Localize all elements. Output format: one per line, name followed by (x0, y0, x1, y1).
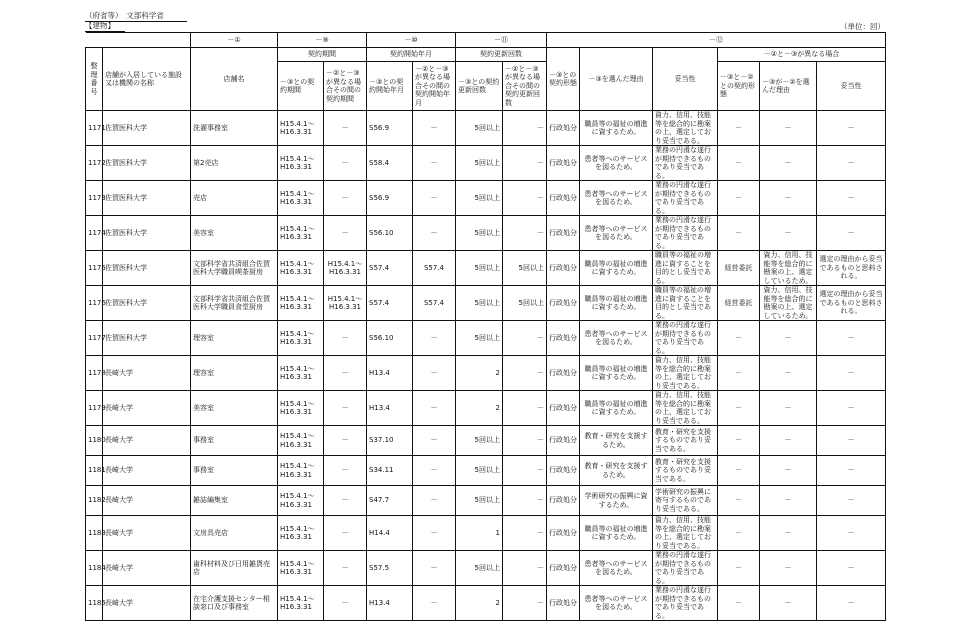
col-store: 店舗名 (191, 48, 278, 111)
cell-period2: － (324, 321, 367, 356)
cell-valid2: － (817, 321, 886, 356)
cell-form2: － (718, 391, 760, 426)
cell-period2: － (324, 356, 367, 391)
cell-form: 行政処分 (547, 146, 580, 181)
cell-start2: － (413, 321, 456, 356)
cell-period2: － (324, 111, 367, 146)
cell-no: 1174 (86, 216, 103, 251)
col-tenant: 店舗が入居している施設又は機関の名称 (103, 48, 191, 111)
col-valid2: 妥当性 (817, 62, 886, 111)
cell-renew2: － (503, 356, 547, 391)
col-no: 整理番号 (86, 48, 103, 111)
cell-reason2: － (760, 486, 817, 516)
col-reason2: －③が－②を選んだ理由 (760, 62, 817, 111)
cell-start3: S56.9 (367, 181, 413, 216)
cell-form: 行政処分 (547, 251, 580, 286)
cell-renew2: － (503, 486, 547, 516)
cell-form2: － (718, 486, 760, 516)
cell-tenant: 長崎大学 (103, 391, 191, 426)
cell-valid: 業務の円滑な遂行が期待できるものであり妥当である。 (653, 216, 718, 251)
cell-store: 文部科学省共済組合佐賀医科大学職員喫茶厨房 (191, 251, 278, 286)
header-row-1 (86, 33, 886, 48)
cell-period3: H15.4.1～ H16.3.31 (278, 426, 324, 456)
cell-store: 美容室 (191, 391, 278, 426)
cell-valid: 資力、信用、技能等を総合的に勘案の上、選定しており妥当である。 (653, 111, 718, 146)
cell-reason2: － (760, 181, 817, 216)
cell-renew3: 2 (456, 586, 503, 621)
cell-period3: H15.4.1～ H16.3.31 (278, 146, 324, 181)
cell-start3: H13.4 (367, 391, 413, 426)
cell-period2: H15.4.1～ H16.3.31 (324, 286, 367, 321)
cell-start3: H14.4 (367, 516, 413, 551)
cell-start2: S57.4 (413, 286, 456, 321)
cell-reason: 職員等の福祉の増進に資するため。 (580, 111, 653, 146)
cell-tenant: 長崎大学 (103, 356, 191, 391)
cell-reason2: － (760, 391, 817, 426)
cell-reason2: － (760, 356, 817, 391)
cell-form2: － (718, 456, 760, 486)
cell-reason2: 資力、信用、技能等を総合的に勘案の上、選定しているため。 (760, 251, 817, 286)
cell-start2: S57.4 (413, 251, 456, 286)
cell-renew3: 5回以上 (456, 111, 503, 146)
cell-renew2: － (503, 216, 547, 251)
cell-valid: 学術研究の振興に寄与するものであり妥当である。 (653, 486, 718, 516)
cell-renew2: － (503, 111, 547, 146)
table-row (86, 216, 886, 251)
cell-start3: S57.4 (367, 251, 413, 286)
cell-form: 行政処分 (547, 181, 580, 216)
cell-form: 行政処分 (547, 321, 580, 356)
col-sub12b: －②と－③が異なる場合 (718, 48, 886, 62)
cell-valid: 業務の円滑な遂行が期待できるものであり妥当である。 (653, 586, 718, 621)
cell-form2: － (718, 586, 760, 621)
cell-renew2: － (503, 456, 547, 486)
cell-reason2: － (760, 321, 817, 356)
cell-period3: H15.4.1～ H16.3.31 (278, 586, 324, 621)
cell-start3: S57.5 (367, 551, 413, 586)
cell-start3: S56.10 (367, 216, 413, 251)
table-row (86, 486, 886, 516)
cell-no: 1184 (86, 551, 103, 586)
table-row (86, 391, 886, 426)
cell-form2: 経営委託 (718, 286, 760, 321)
cell-valid: 職員等の福祉の増進に資することを目的とし妥当である。 (653, 286, 718, 321)
cell-tenant: 佐賀医科大学 (103, 321, 191, 356)
cell-valid: 資力、信用、技能等を総合的に勘案の上、選定しており妥当である。 (653, 391, 718, 426)
col-sec10: －⑩ (367, 33, 456, 48)
cell-period2: － (324, 516, 367, 551)
cell-reason2: － (760, 146, 817, 181)
col-sub10: 契約開始年月 (367, 48, 456, 62)
cell-renew3: 1 (456, 516, 503, 551)
cell-valid2: － (817, 426, 886, 456)
table-row (86, 321, 886, 356)
cell-renew3: 5回以上 (456, 251, 503, 286)
cell-period2: － (324, 181, 367, 216)
table-row (86, 286, 886, 321)
cell-no: 1180 (86, 426, 103, 456)
cell-valid: 職員等の福祉の増進に資することを目的とし妥当である。 (653, 251, 718, 286)
cell-store: 文房具売店 (191, 516, 278, 551)
col-period2: －②と－③が異なる場合その間の契約期間 (324, 62, 367, 111)
cell-form2: － (718, 146, 760, 181)
cell-valid: 業務の円滑な遂行が期待できるものであり妥当である。 (653, 181, 718, 216)
cell-valid2: 選定の理由から妥当であるものと思料される。 (817, 286, 886, 321)
cell-valid2: － (817, 181, 886, 216)
cell-renew3: 5回以上 (456, 146, 503, 181)
cell-valid2: － (817, 146, 886, 181)
cell-renew2: － (503, 516, 547, 551)
cell-renew3: 5回以上 (456, 486, 503, 516)
cell-no: 1175 (86, 251, 103, 286)
cell-start2: － (413, 456, 456, 486)
cell-valid: 資力、信用、技能等を総合的に勘案の上、選定しており妥当である。 (653, 516, 718, 551)
cell-valid2: － (817, 486, 886, 516)
cell-valid2: － (817, 456, 886, 486)
col-start2: －②と－③が異なる場合その間の契約開始年月 (413, 62, 456, 111)
cell-tenant: 佐賀医科大学 (103, 111, 191, 146)
col-sec12: －⑫ (547, 33, 886, 48)
table-row (86, 111, 886, 146)
cell-start2: － (413, 586, 456, 621)
cell-renew2: 5回以上 (503, 251, 547, 286)
cell-valid2: － (817, 391, 886, 426)
cell-valid2: － (817, 551, 886, 586)
cell-reason: 職員等の福祉の増進に資するため。 (580, 251, 653, 286)
cell-start3: S58.4 (367, 146, 413, 181)
cell-renew2: － (503, 321, 547, 356)
cell-store: 歯科材料及び日用雑貨売店 (191, 551, 278, 586)
unit-label: （単位：回） (840, 22, 885, 31)
cell-start2: － (413, 426, 456, 456)
table-row (86, 181, 886, 216)
cell-period2: － (324, 216, 367, 251)
table-row (86, 586, 886, 621)
cell-no: 1172 (86, 146, 103, 181)
cell-renew2: － (503, 426, 547, 456)
cell-renew3: 5回以上 (456, 551, 503, 586)
table-row (86, 146, 886, 181)
cell-form: 行政処分 (547, 286, 580, 321)
cell-start2: － (413, 486, 456, 516)
cell-period3: H15.4.1～ H16.3.31 (278, 286, 324, 321)
cell-no: 1178 (86, 356, 103, 391)
cell-renew3: 5回以上 (456, 321, 503, 356)
col-sub9: 契約期間 (278, 48, 367, 62)
cell-start3: S56.9 (367, 111, 413, 146)
cell-form: 行政処分 (547, 356, 580, 391)
cell-no: 1182 (86, 486, 103, 516)
cell-reason: 患者等へのサービスを図るため。 (580, 551, 653, 586)
cell-valid: 教育・研究を支援するものであり妥当である。 (653, 426, 718, 456)
cell-start2: － (413, 356, 456, 391)
cell-renew2: － (503, 181, 547, 216)
cell-period2: － (324, 486, 367, 516)
cell-period3: H15.4.1～ H16.3.31 (278, 516, 324, 551)
col-sec1: －① (191, 33, 278, 48)
cell-period3: H15.4.1～ H16.3.31 (278, 391, 324, 426)
cell-store: 文部科学省共済組合佐賀医科大学職員食堂厨房 (191, 286, 278, 321)
cell-period3: H15.4.1～ H16.3.31 (278, 551, 324, 586)
col-sub11: 契約更新回数 (456, 48, 547, 62)
cell-start2: － (413, 216, 456, 251)
cell-form: 行政処分 (547, 586, 580, 621)
cell-no: 1171 (86, 111, 103, 146)
cell-form2: － (718, 356, 760, 391)
table-row (86, 551, 886, 586)
cell-period2: － (324, 586, 367, 621)
cell-store: 売店 (191, 181, 278, 216)
table-row (86, 251, 886, 286)
cell-start3: H13.4 (367, 356, 413, 391)
table-row (86, 356, 886, 391)
cell-store: 在宅介護支援センター相談窓口及び事務室 (191, 586, 278, 621)
cell-form: 行政処分 (547, 111, 580, 146)
cell-tenant: 長崎大学 (103, 426, 191, 456)
cell-reason2: － (760, 586, 817, 621)
cell-renew3: 5回以上 (456, 286, 503, 321)
cell-period2: － (324, 551, 367, 586)
col-renew2: －②と－③が異なる場合その間の契約更新回数 (503, 62, 547, 111)
table-row (86, 516, 886, 551)
cell-period2: － (324, 426, 367, 456)
cell-reason2: － (760, 456, 817, 486)
ministry-label: （府省等） 文部科学省 (85, 11, 187, 22)
cell-reason2: － (760, 516, 817, 551)
cell-form2: － (718, 426, 760, 456)
cell-form2: － (718, 551, 760, 586)
cell-period3: H15.4.1～ H16.3.31 (278, 251, 324, 286)
cell-start2: － (413, 391, 456, 426)
cell-form2: － (718, 216, 760, 251)
cell-no: 1181 (86, 456, 103, 486)
cell-reason: 職員等の福祉の増進に資するため。 (580, 286, 653, 321)
cell-reason: 学術研究の振興に資するため。 (580, 486, 653, 516)
cell-tenant: 長崎大学 (103, 456, 191, 486)
cell-renew2: 5回以上 (503, 286, 547, 321)
table-row (86, 426, 886, 456)
cell-form2: － (718, 516, 760, 551)
cell-period3: H15.4.1～ H16.3.31 (278, 486, 324, 516)
category-label: 【建物】 (85, 21, 125, 32)
cell-store: 理容室 (191, 356, 278, 391)
cell-tenant: 長崎大学 (103, 551, 191, 586)
cell-tenant: 長崎大学 (103, 516, 191, 551)
cell-start3: S34.11 (367, 456, 413, 486)
col-reason: －③を選んだ理由 (580, 48, 653, 111)
cell-store: 雑誌編集室 (191, 486, 278, 516)
cell-tenant: 佐賀医科大学 (103, 146, 191, 181)
cell-store: 事務室 (191, 426, 278, 456)
cell-store: 理容室 (191, 321, 278, 356)
cell-no: 1185 (86, 586, 103, 621)
cell-start2: － (413, 146, 456, 181)
cell-reason: 患者等へのサービスを図るため。 (580, 181, 653, 216)
col-renew3: －③との契約更新回数 (456, 62, 503, 111)
cell-valid: 業務の円滑な遂行が期待できるものであり妥当である。 (653, 321, 718, 356)
cell-period3: H15.4.1～ H16.3.31 (278, 456, 324, 486)
cell-reason2: － (760, 216, 817, 251)
cell-no: 1183 (86, 516, 103, 551)
cell-no: 1173 (86, 181, 103, 216)
store-table (85, 32, 886, 621)
cell-reason: 教育・研究を支援するため。 (580, 456, 653, 486)
cell-form: 行政処分 (547, 551, 580, 586)
cell-valid2: － (817, 586, 886, 621)
cell-reason: 患者等へのサービスを図るため。 (580, 216, 653, 251)
cell-form2: － (718, 111, 760, 146)
cell-reason2: － (760, 111, 817, 146)
col-valid: 妥当性 (653, 48, 718, 111)
cell-renew3: 5回以上 (456, 216, 503, 251)
cell-period2: － (324, 391, 367, 426)
cell-no: 1177 (86, 321, 103, 356)
cell-valid2: － (817, 356, 886, 391)
cell-start2: － (413, 516, 456, 551)
cell-valid2: － (817, 516, 886, 551)
cell-tenant: 佐賀医科大学 (103, 181, 191, 216)
cell-tenant: 長崎大学 (103, 586, 191, 621)
cell-renew2: － (503, 586, 547, 621)
cell-start3: H13.4 (367, 586, 413, 621)
cell-renew3: 2 (456, 356, 503, 391)
table-row (86, 456, 886, 486)
col-form3: －③との契約形態 (547, 48, 580, 111)
cell-tenant: 長崎大学 (103, 486, 191, 516)
cell-form2: 経営委託 (718, 251, 760, 286)
cell-tenant: 佐賀医科大学 (103, 216, 191, 251)
header-row-2 (86, 48, 886, 62)
cell-form: 行政処分 (547, 456, 580, 486)
cell-period2: H15.4.1～ H16.3.31 (324, 251, 367, 286)
col-sec9: －⑨ (278, 33, 367, 48)
cell-period3: H15.4.1～ H16.3.31 (278, 181, 324, 216)
cell-tenant: 佐賀医科大学 (103, 286, 191, 321)
col-period3: －③との契約期間 (278, 62, 324, 111)
cell-renew3: 5回以上 (456, 181, 503, 216)
cell-start2: － (413, 551, 456, 586)
cell-reason: 患者等へのサービスを図るため。 (580, 321, 653, 356)
cell-form: 行政処分 (547, 486, 580, 516)
cell-start3: S47.7 (367, 486, 413, 516)
cell-reason: 患者等へのサービスを図るため。 (580, 586, 653, 621)
col-form23: －③と－②との契約形態 (718, 62, 760, 111)
cell-reason: 教育・研究を支援するため。 (580, 426, 653, 456)
cell-reason: 患者等へのサービスを図るため。 (580, 146, 653, 181)
col-sec11: －⑪ (456, 33, 547, 48)
cell-period3: H15.4.1～ H16.3.31 (278, 111, 324, 146)
cell-renew2: － (503, 146, 547, 181)
cell-valid2: 選定の理由から妥当であるものと思料される。 (817, 251, 886, 286)
cell-reason2: － (760, 426, 817, 456)
cell-period2: － (324, 456, 367, 486)
cell-form: 行政処分 (547, 516, 580, 551)
cell-reason: 職員等の福祉の増進に資するため。 (580, 516, 653, 551)
col-start3: －③との契約開始年月 (367, 62, 413, 111)
cell-store: 事務室 (191, 456, 278, 486)
cell-valid: 業務の円滑な遂行が期待できるものであり妥当である。 (653, 146, 718, 181)
cell-store: 洗濯事務室 (191, 111, 278, 146)
cell-reason: 職員等の福祉の増進に資するため。 (580, 391, 653, 426)
cell-reason2: － (760, 551, 817, 586)
cell-store: 美容室 (191, 216, 278, 251)
cell-start3: S57.4 (367, 286, 413, 321)
cell-reason: 職員等の福祉の増進に資するため。 (580, 356, 653, 391)
cell-renew2: － (503, 551, 547, 586)
cell-no: 1179 (86, 391, 103, 426)
cell-period3: H15.4.1～ H16.3.31 (278, 216, 324, 251)
cell-period3: H15.4.1～ H16.3.31 (278, 321, 324, 356)
cell-valid: 教育・研究を支援するものであり妥当である。 (653, 456, 718, 486)
cell-form2: － (718, 181, 760, 216)
cell-valid: 業務の円滑な遂行が期待できるものであり妥当である。 (653, 551, 718, 586)
cell-period3: H15.4.1～ H16.3.31 (278, 356, 324, 391)
cell-store: 第2売店 (191, 146, 278, 181)
cell-renew3: 2 (456, 391, 503, 426)
cell-form2: － (718, 321, 760, 356)
cell-form: 行政処分 (547, 426, 580, 456)
cell-start2: － (413, 111, 456, 146)
cell-form: 行政処分 (547, 216, 580, 251)
cell-valid2: － (817, 216, 886, 251)
cell-renew2: － (503, 391, 547, 426)
cell-valid: 資力、信用、技能等を総合的に勘案の上、選定しており妥当である。 (653, 356, 718, 391)
cell-valid2: － (817, 111, 886, 146)
cell-reason2: 資力、信用、技能等を総合的に勘案の上、選定しているため。 (760, 286, 817, 321)
cell-start2: － (413, 181, 456, 216)
cell-start3: S37.10 (367, 426, 413, 456)
cell-start3: S56.10 (367, 321, 413, 356)
cell-form: 行政処分 (547, 391, 580, 426)
cell-tenant: 佐賀医科大学 (103, 251, 191, 286)
cell-period2: － (324, 146, 367, 181)
cell-renew3: 5回以上 (456, 456, 503, 486)
cell-renew3: 5回以上 (456, 426, 503, 456)
cell-no: 1176 (86, 286, 103, 321)
